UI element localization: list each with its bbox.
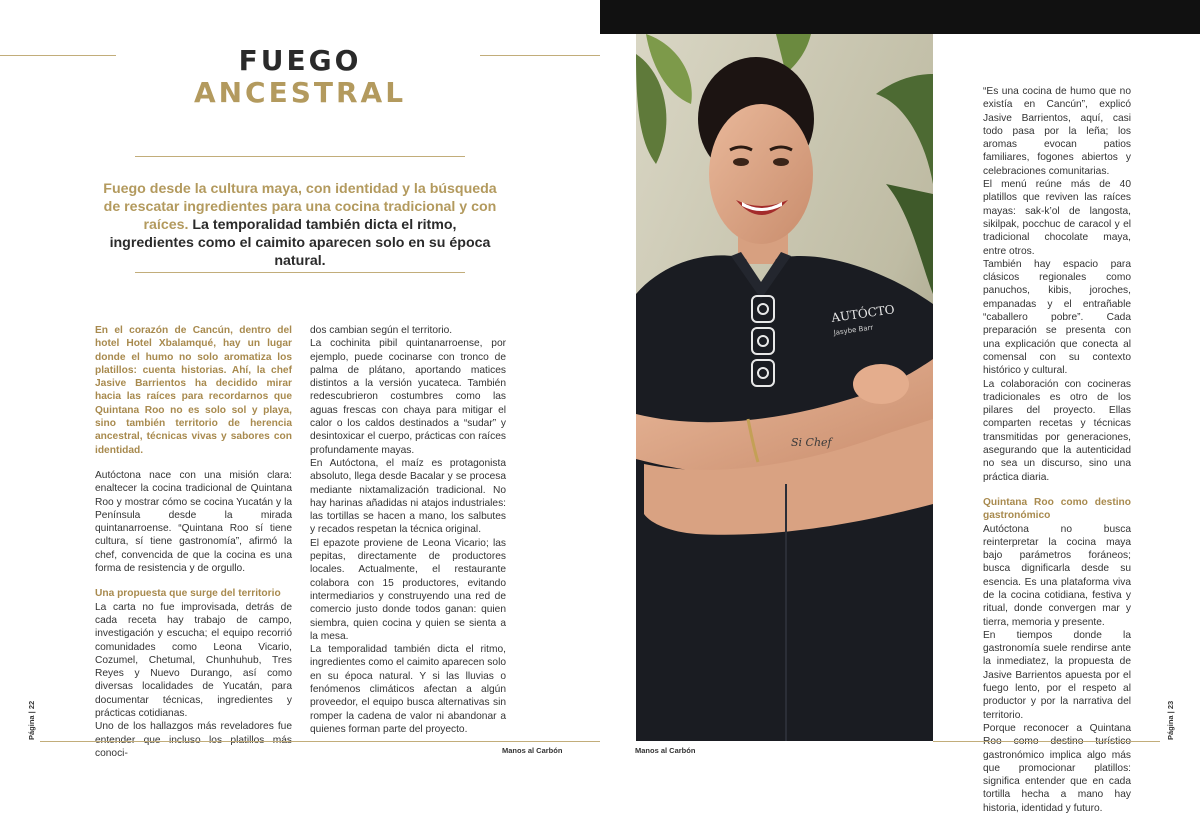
tattoo-text: Si Chef [791, 436, 832, 449]
chef-photo [636, 34, 933, 741]
lead-gold-text: Fuego desde la cultura maya, con identidad y la búsqueda de rescatar ingredientes para una cocina tradicional y con raíces. [103, 181, 497, 233]
subheading-propuesta: Una propuesta que surge del territorio [95, 588, 281, 600]
footer-brand-right: Manos al Carbón [635, 746, 696, 755]
footer-brand-left: Manos al Carbón [502, 746, 563, 755]
footer-rule-right [933, 741, 1160, 742]
paragraph: El epazote proviene de Leona Vicario; las pepitas, directamente de productores locales. Actualmente, el restaurante colabora con 15 productores, evitando intermediarios y construyendo una red de comercio justo donde todos ganan: quien siembra, quien cocina y quien se sienta a la mesa. [310, 537, 506, 642]
paragraph: dos cambian según el territorio. [310, 325, 453, 336]
paragraph: Uno de los hallazgos más reveladores fue conoci- [95, 721, 292, 759]
top-dark-bar [600, 0, 1200, 34]
lead-paragraph [100, 180, 500, 270]
chef-portrait-illustration [636, 34, 933, 741]
footer-rule-left [40, 741, 600, 742]
paragraph: En tiempos donde la gastronomía suele rendirse ante la inmediatez, la propuesta de Jasive Barrientos apuesta por el fuego lento, por el respeto al productor y por la narrativa del territorio. [983, 629, 1131, 721]
title-line-2: ANCESTRAL [193, 76, 407, 109]
lead-dark-text: La temporalidad también dicta el ritmo, ingredientes como el caimito aparecen solo en su época natural. [109, 217, 491, 269]
left-page [0, 0, 600, 776]
subheading-destino: Quintana Roo como destino gastronómico [983, 496, 1131, 522]
page-number-right: Página | 23 [1166, 700, 1175, 740]
article-column-3 [983, 85, 1131, 815]
paragraph: En Autóctona, el maíz es protagonista absoluto, llega desde Bacalar y se procesa mediante nixtamalización tradicional. No hay harinas añadidas ni atajos industriales: las tortillas se hacen a mano, los salbutes y recados respetan la técnica original. [310, 457, 506, 536]
page-number-left: Página | 22 [27, 700, 36, 740]
article-intro: En el corazón de Cancún, dentro del hotel Hotel Xbalamqué, hay un lugar donde el humo no solo aromatiza los platillos: cuenta historias. Ahí, la chef Jasive Barrientos ha decidido mirar hacia las raíces para recordarnos que Quintana Roo no es solo sol y playa, sino también territorio de herencia ancestral, técnicas vivas y sabores con identidad. [95, 325, 292, 456]
lead-rule-bottom [135, 272, 465, 273]
title-line-1: FUEGO [238, 44, 362, 77]
paragraph: También hay espacio para clásicos regionales como panuchos, kibis, joroches, empanadas y el entrañable “caballero pobre”. Cada preparación se presenta con una explicación que conecta al comensal con su contexto histórico y cultural. [983, 258, 1131, 377]
paragraph: Autóctona no busca reinterpretar la cocina maya bajo parámetros foráneos; busca dignificarla desde su esencia. Es una plataforma viva de la cocina cotidiana, festiva y ritual, donde convergen mar y tierra, memoria y presente. [983, 523, 1131, 628]
paragraph: “Es una cocina de humo que no existía en Cancún”, explicó Jasive Barrientos, aquí, casi todo pasa por la leña; los aromas evocan patios familiares, fogones abiertos y celebraciones comunitarias. [983, 86, 1131, 177]
jacket-brand-text: AUTÓCTO [830, 302, 896, 325]
paragraph: La colaboración con cocineras tradicionales es otro de los pilares del proyecto. Ellas comparten recetas y técnicas transmitidas por generaciones, asegurando que la autenticidad no sea un discurso, sino una práctica diaria. [983, 378, 1131, 483]
lead-rule-top [135, 156, 465, 157]
jacket-name-text: Jasybe Barr [833, 323, 874, 337]
article-column-2 [310, 324, 506, 736]
article-column-1 [95, 324, 292, 760]
paragraph: La carta no fue improvisada, detrás de cada receta hay trabajo de campo, investigación y escucha; el equipo recorrió comunidades como Leona Vicario, Cozumel, Chetumal, Chunhuhub, Tres Reyes y Nuevo Durango, así como diversas localidades de Yucatán, para documentar técnicas, ingredientes y prácticas cotidianas. [95, 601, 292, 720]
paragraph: La temporalidad también dicta el ritmo, ingredientes como el caimito aparecen solo en su época natural. Y si las lluvias o fenómenos climáticos afectan a algún proveedor, el equipo busca alternativas sin romper la cadena de valor ni abandonar a quienes forman parte del proyecto. [310, 644, 506, 735]
paragraph: Autóctona nace con una misión clara: enaltecer la cocina tradicional de Quintana Roo y mostrar cómo se cocina Yucatán y la Península desde la mirada quintanarroense. “Quintana Roo sí tiene cultura, sí tiene gastronomía”, afirmó la chef, convencida de que la cocina es una forma de resistencia y de orgullo. [95, 469, 292, 575]
paragraph: El menú reúne más de 40 platillos que reviven las raíces mayas: sak-k’ol de langosta, sikilpak, pocchuc de caracol y el tradicional chocolate maya, entre otros. [983, 179, 1131, 257]
right-page [600, 0, 1200, 814]
paragraph: Porque reconocer a Quintana gastronómico implica algo más que promocionar platillos: significa entender que en cada tortilla hecha a mano hay historia, identidad y futuro. [983, 722, 1131, 814]
paragraph: La cochinita pibil quintanarroense, por ejemplo, puede cocinarse con tronco de palma de plátano, aportando matices distintos a la versión yucateca. También redescubrieron costumbres como las aguas frescas con chaya para mitigar el calor o los caldos destinados a “sudar” y desintoxicar el cuerpo, prácticas con raíces profundamente mayas. [310, 338, 506, 456]
